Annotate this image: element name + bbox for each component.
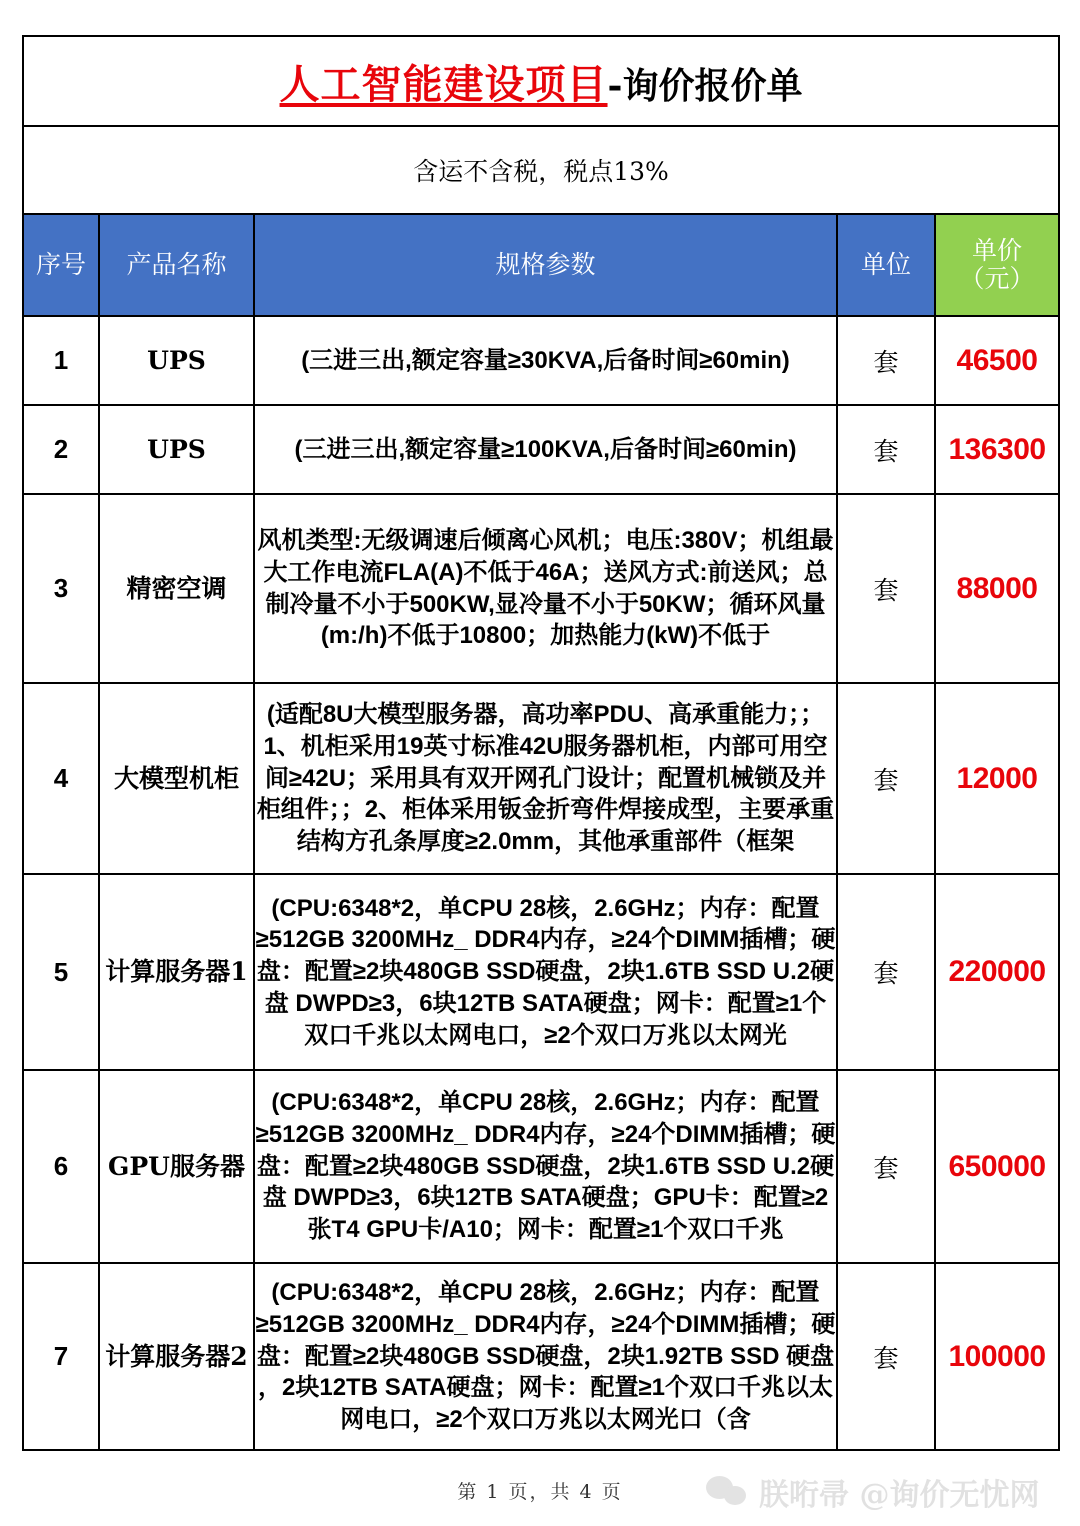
cell-specification <box>254 874 837 1070</box>
watermark-text: 朕哘帚 @询价无忧网 <box>759 1478 1040 1513</box>
cell-index: 3 <box>23 494 99 683</box>
subtitle-row <box>23 126 1059 214</box>
cell-specification <box>254 683 837 874</box>
title-row <box>23 36 1059 126</box>
spec-text: (三进三出,额定容量≥30KVA,后备时间≥60min) <box>301 346 790 374</box>
spec-text: 风机类型:无级调速后倾离心风机；电压:380V；机组最大工作电流FLA(A)不低于46A；送风方式:前送风；总制冷量不小于500KW,显冷量不小于50KW；循环风量(m:/h)不低于10800；加热能力(kW)不低于 <box>257 527 834 650</box>
cell-unit-price: 136300 <box>935 405 1059 494</box>
cell-specification <box>254 1070 837 1263</box>
cell-index: 6 <box>23 1070 99 1263</box>
cell-product-name: 精密空调 <box>99 494 254 683</box>
table-row <box>23 1263 1059 1450</box>
cell-index: 5 <box>23 874 99 1070</box>
cell-index: 7 <box>23 1263 99 1450</box>
cell-unit-price: 88000 <box>935 494 1059 683</box>
cell-unit: 套 <box>837 874 935 1070</box>
quotation-sheet <box>22 35 1058 1451</box>
table-row <box>23 405 1059 494</box>
document-subtitle: 含运不含税，税点13% <box>23 126 1059 214</box>
cell-unit: 套 <box>837 494 935 683</box>
title-black-part: -询价报价单 <box>607 64 803 107</box>
cell-unit: 套 <box>837 683 935 874</box>
table-header-row <box>23 214 1059 316</box>
column-header-specification: 规格参数 <box>254 214 837 316</box>
column-header-index: 序号 <box>23 214 99 316</box>
table-row <box>23 494 1059 683</box>
title-red-part: 人工智能建设项目 <box>279 60 608 108</box>
cell-index: 1 <box>23 316 99 405</box>
document-title <box>23 36 1059 126</box>
spec-text: (CPU:6348*2，单CPU 28核，2.6GHz；内存：配置≥512GB 3200MHz_ DDR4内存，≥24个DIMM插槽；硬盘：配置≥2块480GB SSD硬盘，2块1.6TB SSD U.2硬盘 DWPD≥3，6块12TB SATA硬盘；GPU卡：配置≥2张T4 GPU卡/A10；网卡：配置≥1个双口千兆 <box>255 1089 836 1243</box>
cell-unit-price: 12000 <box>935 683 1059 874</box>
cell-unit: 套 <box>837 1070 935 1263</box>
cell-product-name: 大模型机柜 <box>99 683 254 874</box>
spec-text: (CPU:6348*2，单CPU 28核，2.6GHz；内存：配置≥512GB 3200MHz_ DDR4内存，≥24个DIMM插槽；硬盘：配置≥2块480GB SSD硬盘，2块1.92TB SSD 硬盘 ，2块12TB SATA硬盘；网卡：配置≥1个双口千兆以太网电口，≥2个双口万兆以太网光口（含 <box>255 1279 836 1433</box>
cell-unit-price: 650000 <box>935 1070 1059 1263</box>
cell-product-name: GPU服务器 <box>99 1070 254 1263</box>
quotation-table <box>22 35 1060 1451</box>
table-row <box>23 1070 1059 1263</box>
column-header-product-name: 产品名称 <box>99 214 254 316</box>
cell-unit: 套 <box>837 1263 935 1450</box>
cell-index: 4 <box>23 683 99 874</box>
unit-price-label-line2: （元） <box>959 264 1035 293</box>
table-row <box>23 316 1059 405</box>
cell-index: 2 <box>23 405 99 494</box>
cell-specification <box>254 494 837 683</box>
spec-text: (三进三出,额定容量≥100KVA,后备时间≥60min) <box>294 435 797 463</box>
cell-unit: 套 <box>837 405 935 494</box>
spec-text: (CPU:6348*2，单CPU 28核，2.6GHz；内存：配置≥512GB 3200MHz_ DDR4内存，≥24个DIMM插槽；硬盘：配置≥2块480GB SSD硬盘，2块1.6TB SSD U.2硬盘 DWPD≥3，6块12TB SATA硬盘；网卡：配置≥1个双口千兆以太网电口，≥2个双口万兆以太网光 <box>255 894 836 1049</box>
cell-specification <box>254 405 837 494</box>
cell-unit-price: 220000 <box>935 874 1059 1070</box>
cell-unit-price: 100000 <box>935 1263 1059 1450</box>
unit-price-label-line1: 单价 <box>972 236 1023 265</box>
cell-product-name: 计算服务器2 <box>99 1263 254 1450</box>
cell-product-name: UPS <box>99 405 254 494</box>
column-header-unit: 单位 <box>837 214 935 316</box>
column-header-unit-price <box>935 214 1059 316</box>
cell-unit-price: 46500 <box>935 316 1059 405</box>
cell-product-name: 计算服务器1 <box>99 874 254 1070</box>
page-footer: 第 1 页，共 4 页 <box>457 1481 623 1503</box>
table-row <box>23 683 1059 874</box>
cell-product-name: UPS <box>99 316 254 405</box>
cell-specification <box>254 1263 837 1450</box>
cell-unit: 套 <box>837 316 935 405</box>
cell-specification <box>254 316 837 405</box>
table-row <box>23 874 1059 1070</box>
spec-text: (适配8U大模型服务器，高功率PDU、高承重能力；；1、机柜采用19英寸标准42U服务器机柜，内部可用空间≥42U；采用具有双开网孔门设计；配置机械锁及并柜组件；；2、柜体采用钣金折弯件焊接成型，主要承重结构方孔条厚度≥2.0mm，其他承重部件（框架 <box>256 701 835 855</box>
